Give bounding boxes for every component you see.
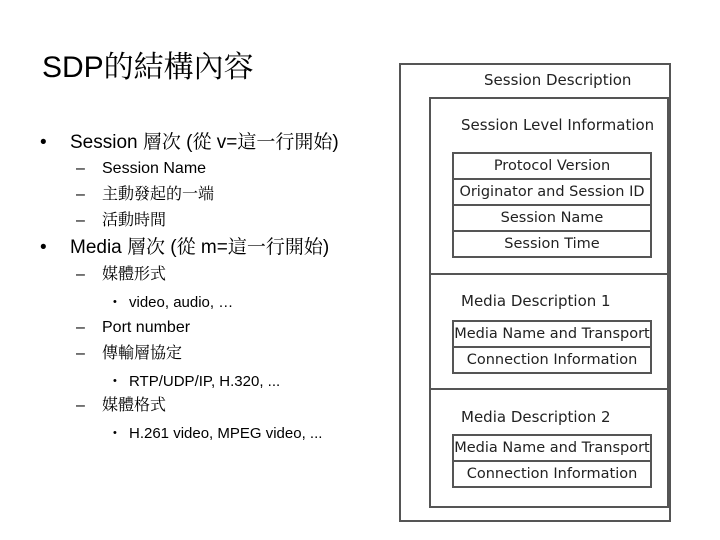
bullet-mark: – — [76, 212, 85, 229]
bullet-mark: – — [76, 266, 85, 283]
row-session-name: Session Name — [452, 204, 652, 232]
bullet-media-level — [40, 236, 329, 260]
bullet-session-level — [40, 131, 339, 155]
media-description-1-label: Media Description 1 — [461, 292, 611, 310]
bullet-text: H.261 video, MPEG video, ... — [129, 425, 323, 442]
row-connection-information: Connection Information — [452, 460, 652, 488]
bullet-mark: • — [113, 427, 117, 439]
bullet-text: Session Name — [102, 160, 207, 177]
row-protocol-version: Protocol Version — [452, 152, 652, 180]
session-description-label: Session Description — [484, 71, 632, 89]
media-2-rows — [452, 434, 652, 490]
bullet-mark: – — [76, 319, 85, 336]
media-description-2-label: Media Description 2 — [461, 408, 611, 426]
row-connection-information: Connection Information — [452, 346, 652, 374]
bullet-text: 媒體形式 — [102, 266, 167, 283]
media-1-rows — [452, 320, 652, 376]
sub-bullet-port — [76, 317, 190, 339]
row-session-time: Session Time — [452, 230, 652, 258]
sub-bullet-session-name — [76, 158, 206, 180]
session-level-label: Session Level Information — [461, 116, 655, 134]
bullet-text: Media 層次 (從 m=這一行開始) — [70, 237, 330, 258]
bullet-mark: – — [76, 397, 85, 414]
slide-title: SDP的結構內容 — [42, 51, 254, 84]
bullet-mark: – — [76, 186, 85, 203]
bullet-mark: – — [76, 345, 85, 362]
sub-bullet-format — [76, 395, 166, 417]
bullet-mark: – — [76, 160, 85, 177]
bullet-text: Port number — [102, 319, 191, 336]
row-media-name-transport: Media Name and Transport — [452, 434, 652, 462]
bullet-text: Session 層次 (從 v=這一行開始) — [70, 132, 339, 153]
bullet-text: RTP/UDP/IP, H.320, ... — [129, 373, 281, 390]
bullet-text: 媒體格式 — [102, 397, 167, 414]
sub-sub-bullet-media-examples — [113, 292, 233, 313]
bullet-text: video, audio, … — [129, 294, 234, 311]
row-originator: Originator and Session ID — [452, 178, 652, 206]
sub-bullet-media-type — [76, 264, 166, 286]
bullet-mark: • — [113, 296, 117, 308]
sub-sub-bullet-format-examples — [113, 423, 322, 444]
bullet-mark: • — [40, 132, 47, 153]
bullet-text: 活動時間 — [102, 212, 167, 229]
sub-bullet-transport — [76, 343, 182, 365]
session-level-rows — [452, 152, 652, 258]
bullet-mark: • — [40, 237, 47, 258]
row-media-name-transport: Media Name and Transport — [452, 320, 652, 348]
sub-bullet-originator — [76, 184, 214, 206]
bullet-text: 主動發起的一端 — [102, 186, 215, 203]
sub-bullet-time — [76, 210, 166, 232]
bullet-mark: • — [113, 375, 117, 387]
sub-sub-bullet-transport-examples — [113, 371, 280, 392]
bullet-text: 傳輸層協定 — [102, 345, 183, 362]
